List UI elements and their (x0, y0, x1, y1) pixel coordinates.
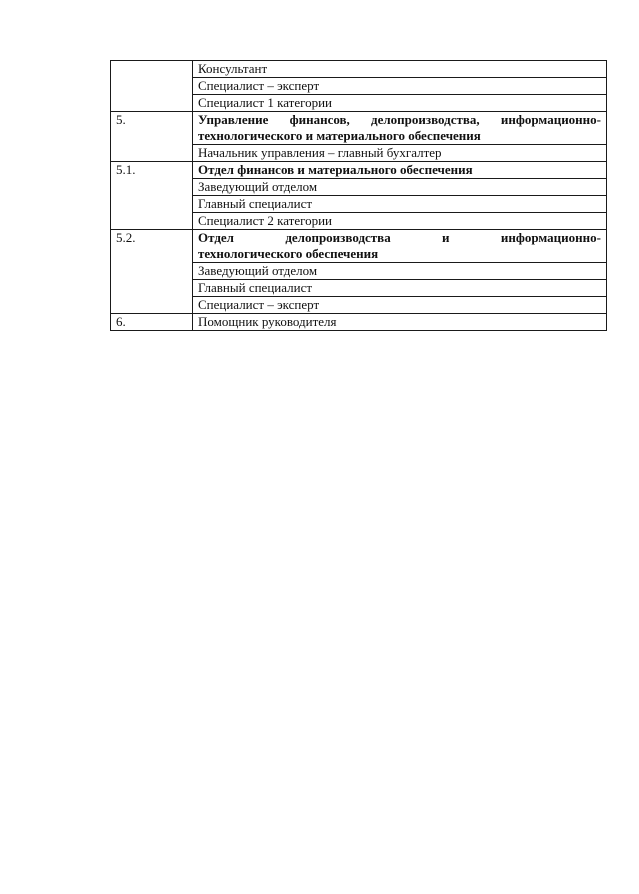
heading-word: и (442, 230, 450, 245)
heading-word: делопроизводства (285, 230, 391, 245)
number-cell: 5. (111, 112, 193, 162)
number-cell: 5.2. (111, 230, 193, 314)
position-cell: Главный специалист (193, 280, 607, 297)
position-cell: Заведующий отделом (193, 179, 607, 196)
heading-word: информационно- (500, 230, 601, 245)
number-cell: 6. (111, 314, 193, 331)
table-row (111, 314, 607, 331)
table-row (111, 61, 607, 78)
number-cell: 5.1. (111, 162, 193, 230)
number-cell (111, 61, 193, 112)
department-heading-cell: Отдел финансов и материального обеспечения (193, 162, 607, 179)
table-row (111, 230, 607, 263)
position-cell: Главный специалист (193, 196, 607, 213)
heading-line (198, 230, 601, 246)
staff-structure-table (110, 60, 607, 331)
table-row (111, 162, 607, 179)
position-cell: Специалист – эксперт (193, 78, 607, 95)
position-cell: Специалист 2 категории (193, 213, 607, 230)
position-cell: Помощник руководителя (193, 314, 607, 331)
position-cell: Специалист 1 категории (193, 95, 607, 112)
position-cell: Начальник управления – главный бухгалтер (193, 145, 607, 162)
table-row (111, 112, 607, 145)
position-cell: Заведующий отделом (193, 263, 607, 280)
position-cell: Консультант (193, 61, 607, 78)
department-heading-cell (193, 230, 607, 263)
position-cell: Специалист – эксперт (193, 297, 607, 314)
heading-word: Отдел (198, 230, 234, 245)
department-heading-cell: Управление финансов, делопроизводства, информационно-технологического и материального обеспечения (193, 112, 607, 145)
heading-line: технологического обеспечения (198, 246, 379, 261)
